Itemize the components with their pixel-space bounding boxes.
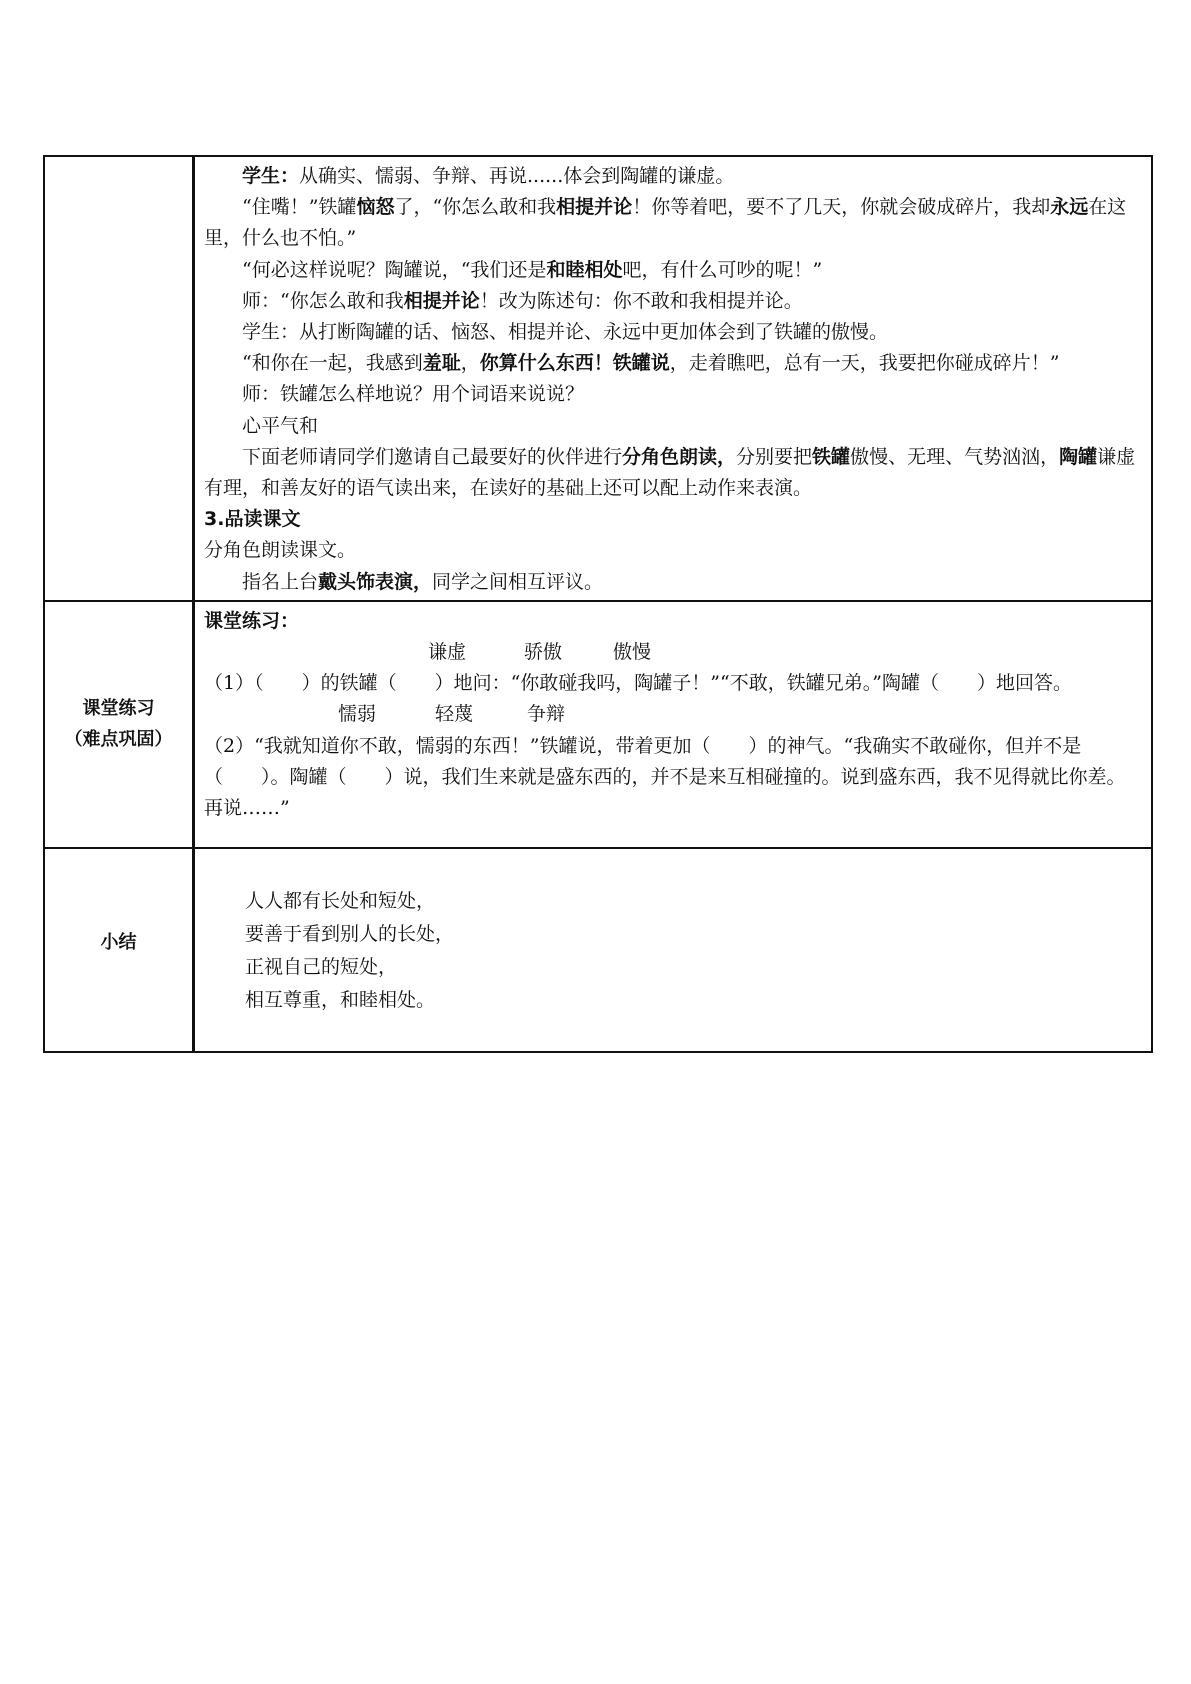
bold-phrase: 恼怒	[356, 196, 395, 219]
paragraph	[204, 161, 1137, 192]
paragraph	[204, 317, 1137, 348]
row-label-summary	[44, 848, 194, 1052]
text-run: 下面老师请同学们邀请自己最要好的伙伴进行	[242, 445, 623, 468]
exercise-question: （2）“我就知道你不敢，懦弱的东西！”铁罐说，带着更加（ ）的神气。“我确实不敢碰你，但并不是（ ）。陶罐（ ）说，我们生来就是盛东西的，并不是来互相碰撞的。说到盛东西，我不见得就比你差。再说……”	[204, 734, 1126, 820]
bold-phrase: 相提并论	[403, 289, 480, 312]
text-run: 师：“你怎么敢和我	[242, 289, 404, 312]
text-run: 同学之间相互评议。	[432, 570, 604, 593]
text-run: ！改为陈述句：你不敢和我相提并论。	[479, 289, 803, 312]
paragraph	[204, 535, 1137, 566]
text-run: “住嘴！”铁罐	[242, 196, 357, 219]
text-run: 了，“你怎么敢和我	[394, 196, 557, 219]
content-cell	[194, 601, 1153, 848]
bold-phrase: 羞耻	[422, 352, 461, 375]
bold-phrase: 相提并论	[556, 196, 633, 219]
summary-line: 人人都有长处和短处，	[245, 889, 436, 912]
summary-line: 要善于看到别人的长处，	[245, 922, 455, 945]
lesson-plan-table	[43, 155, 1153, 1053]
row-label-line: 课堂练习	[82, 698, 155, 720]
paragraph	[204, 379, 1137, 410]
paragraph	[204, 348, 1137, 379]
text-run: ，	[460, 352, 480, 375]
row-label-exercise	[44, 601, 194, 848]
bold-phrase: 铁罐	[812, 445, 851, 468]
word-bank-item: 骄傲	[524, 641, 563, 664]
word-bank-item: 懦弱	[338, 703, 377, 726]
summary-line: 正视自己的短处，	[245, 955, 398, 978]
row-label-line: 小结	[100, 931, 137, 953]
text-run: ，走着瞧吧，总有一天，我要把你碰成碎片！”	[669, 352, 1060, 375]
bold-phrase: 你算什么东西！铁罐说	[479, 352, 670, 375]
text-run: 分角色朗读课文。	[204, 539, 357, 562]
text-run: 学生：从打断陶罐的话、恼怒、相提并论、永远中更加体会到了铁罐的傲慢。	[242, 321, 889, 344]
paragraph	[204, 567, 1137, 598]
text-run: 在这里，什么也不怕。”	[204, 196, 1127, 250]
summary-line: 相互尊重，和睦相处。	[245, 988, 436, 1011]
text-run: 谦虚有理，和善友好的语气读出来，在读好的基础上还可以配上动作来表演。	[204, 445, 1136, 500]
exercise-question: （1）（ ）的铁罐（ ）地问：“你敢碰我吗，陶罐子！”“不敢，铁罐兄弟。”陶罐（ ）地回答。	[204, 672, 1072, 695]
table-row	[44, 601, 1152, 848]
paragraph	[204, 442, 1137, 504]
word-bank-item: 傲慢	[613, 641, 652, 664]
bold-phrase: 永远	[1050, 196, 1089, 219]
text-run: 指名上台	[242, 570, 319, 593]
table-row	[44, 156, 1152, 601]
text-run: 师：铁罐怎么样地说？用个词语来说说？	[242, 383, 585, 406]
content-cell	[194, 848, 1153, 1052]
paragraph	[204, 504, 1137, 535]
text-run: “何必这样说呢？陶罐说，“我们还是	[242, 258, 547, 281]
text-run: 吧，有什么可吵的呢！”	[622, 258, 823, 281]
bold-phrase: 分角色朗读，	[622, 445, 737, 468]
word-bank-2	[204, 699, 1137, 730]
text-run: “和你在一起，我感到	[242, 352, 423, 375]
paragraph	[204, 286, 1137, 317]
text-run: 从确实、懦弱、争辩、再说......体会到陶罐的谦虚。	[299, 165, 735, 187]
paragraph	[204, 255, 1137, 286]
word-bank-item: 谦虚	[428, 641, 467, 664]
bold-phrase: 陶罐	[1059, 445, 1098, 468]
word-bank-item: 轻蔑	[435, 703, 474, 726]
bold-phrase: 3.品读课文	[204, 508, 301, 531]
word-bank-item: 争辩	[527, 703, 566, 726]
content-cell	[194, 156, 1153, 601]
paragraph	[204, 411, 1137, 442]
row-label-line: （难点巩固）	[64, 729, 173, 751]
exercise-heading: 课堂练习：	[204, 609, 300, 632]
empty-label-cell	[44, 156, 194, 601]
bold-phrase: 戴头饰表演，	[318, 570, 433, 593]
bold-phrase: 和睦相处	[546, 258, 623, 281]
table-row	[44, 848, 1152, 1052]
paragraph	[204, 192, 1137, 254]
summary-content	[195, 849, 1151, 1051]
text-run: ！你等着吧，要不了几天，你就会破成碎片，我却	[632, 196, 1051, 219]
text-run: 分别要把	[736, 445, 813, 468]
bold-phrase: 学生：	[242, 165, 300, 187]
word-bank-1	[204, 637, 1137, 668]
exercise-content	[195, 602, 1151, 826]
teaching-process-text	[195, 157, 1151, 600]
text-run: 傲慢、无理、气势汹汹，	[850, 445, 1060, 468]
text-run: 心平气和	[242, 414, 319, 437]
